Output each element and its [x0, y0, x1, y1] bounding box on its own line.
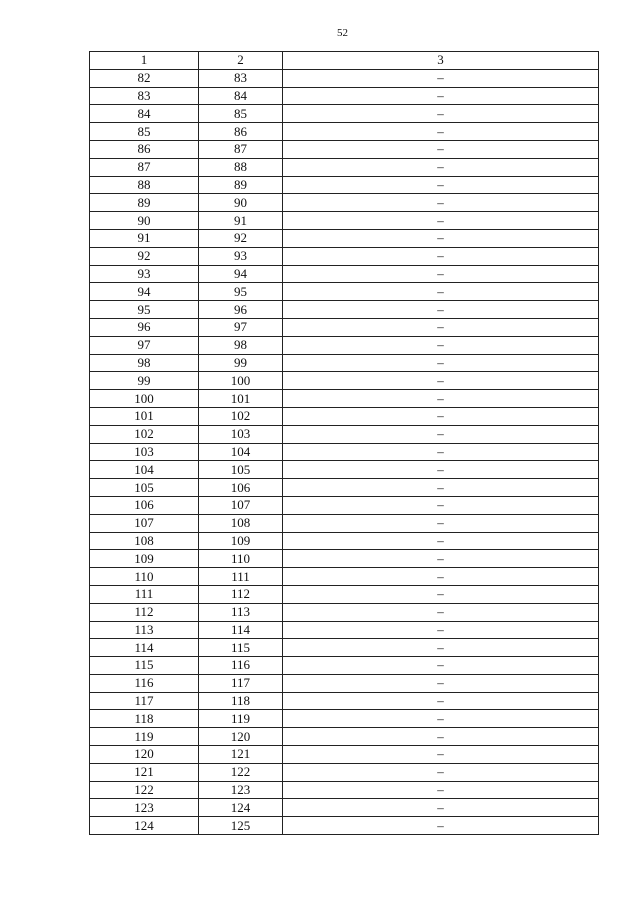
table-cell: – — [283, 639, 599, 657]
table-cell: 88 — [199, 158, 283, 176]
table-cell: 118 — [90, 710, 199, 728]
table-cell: 115 — [199, 639, 283, 657]
table-row — [90, 407, 599, 425]
table-cell: – — [283, 301, 599, 319]
table-cell: 117 — [199, 674, 283, 692]
table-cell: 106 — [90, 496, 199, 514]
table-cell: – — [283, 318, 599, 336]
table-cell: – — [283, 265, 599, 283]
table-cell: 121 — [90, 763, 199, 781]
table-cell: 96 — [199, 301, 283, 319]
table-row — [90, 763, 599, 781]
table-row — [90, 568, 599, 586]
table-cell: 85 — [199, 105, 283, 123]
table-cell: 124 — [90, 817, 199, 835]
table-cell: – — [283, 140, 599, 158]
table-cell: 107 — [199, 496, 283, 514]
table-cell: 92 — [90, 247, 199, 265]
table-cell: 90 — [90, 212, 199, 230]
table-cell: – — [283, 123, 599, 141]
table-cell: – — [283, 781, 599, 799]
table-cell: 97 — [199, 318, 283, 336]
table-row — [90, 621, 599, 639]
table-cell: 86 — [90, 140, 199, 158]
table-row — [90, 372, 599, 390]
column-header: 3 — [283, 52, 599, 70]
table-cell: – — [283, 728, 599, 746]
table-cell: – — [283, 158, 599, 176]
table-row — [90, 817, 599, 835]
table-cell: – — [283, 407, 599, 425]
table-cell: 123 — [199, 781, 283, 799]
table-cell: 108 — [90, 532, 199, 550]
table-cell: 100 — [199, 372, 283, 390]
table-row — [90, 140, 599, 158]
column-header: 1 — [90, 52, 199, 70]
table-cell: 113 — [90, 621, 199, 639]
table-cell: 98 — [199, 336, 283, 354]
table-row — [90, 87, 599, 105]
table-cell: 95 — [199, 283, 283, 301]
table-cell: – — [283, 550, 599, 568]
table-cell: – — [283, 336, 599, 354]
table-cell: 97 — [90, 336, 199, 354]
table-cell: 107 — [90, 514, 199, 532]
table-cell: 99 — [90, 372, 199, 390]
table-cell: 104 — [199, 443, 283, 461]
table-cell: 102 — [199, 407, 283, 425]
table-cell: 101 — [199, 390, 283, 408]
table-cell: 103 — [199, 425, 283, 443]
table-cell: – — [283, 69, 599, 87]
table-row — [90, 781, 599, 799]
table-cell: 82 — [90, 69, 199, 87]
table-cell: 122 — [90, 781, 199, 799]
table-cell: – — [283, 568, 599, 586]
table-cell: 116 — [199, 657, 283, 675]
table-cell: 118 — [199, 692, 283, 710]
table-cell: 84 — [199, 87, 283, 105]
table-cell: 111 — [90, 585, 199, 603]
table-cell: – — [283, 692, 599, 710]
table-cell: 125 — [199, 817, 283, 835]
table-cell: – — [283, 657, 599, 675]
table-cell: – — [283, 194, 599, 212]
page-number: 52 — [337, 27, 348, 39]
table-cell: 87 — [199, 140, 283, 158]
table-row — [90, 265, 599, 283]
table-cell: – — [283, 603, 599, 621]
table-cell: 96 — [90, 318, 199, 336]
table-row — [90, 425, 599, 443]
table-cell: – — [283, 283, 599, 301]
table-cell: 120 — [199, 728, 283, 746]
table-cell: – — [283, 496, 599, 514]
table-cell: – — [283, 532, 599, 550]
table-cell: 86 — [199, 123, 283, 141]
table-cell: 109 — [90, 550, 199, 568]
table-cell: – — [283, 585, 599, 603]
table-row — [90, 585, 599, 603]
table-cell: 102 — [90, 425, 199, 443]
table-cell: – — [283, 443, 599, 461]
table-cell: – — [283, 674, 599, 692]
table-cell: 93 — [90, 265, 199, 283]
table-row — [90, 212, 599, 230]
table-row — [90, 194, 599, 212]
table-row — [90, 283, 599, 301]
table-body — [90, 69, 599, 834]
table-cell: 83 — [90, 87, 199, 105]
table-cell: 105 — [90, 479, 199, 497]
table-cell: 119 — [199, 710, 283, 728]
table-cell: – — [283, 354, 599, 372]
table-cell: 113 — [199, 603, 283, 621]
table-cell: 93 — [199, 247, 283, 265]
table-cell: – — [283, 176, 599, 194]
table-cell: – — [283, 390, 599, 408]
table-row — [90, 69, 599, 87]
table-cell: 120 — [90, 746, 199, 764]
table-row — [90, 532, 599, 550]
table-cell: 116 — [90, 674, 199, 692]
table-cell: – — [283, 514, 599, 532]
table-row — [90, 123, 599, 141]
table-cell: 123 — [90, 799, 199, 817]
table-cell: 100 — [90, 390, 199, 408]
table-cell: – — [283, 372, 599, 390]
table-cell: 94 — [199, 265, 283, 283]
table-cell: – — [283, 621, 599, 639]
table-cell: 114 — [199, 621, 283, 639]
table-cell: – — [283, 105, 599, 123]
table-row — [90, 176, 599, 194]
table-row — [90, 301, 599, 319]
table-cell: 90 — [199, 194, 283, 212]
table-cell: 103 — [90, 443, 199, 461]
table-cell: – — [283, 710, 599, 728]
table-cell: 87 — [90, 158, 199, 176]
table-row — [90, 390, 599, 408]
table-row — [90, 461, 599, 479]
table-cell: 109 — [199, 532, 283, 550]
table-cell: 83 — [199, 69, 283, 87]
table-cell: – — [283, 763, 599, 781]
table-cell: 104 — [90, 461, 199, 479]
table-row — [90, 603, 599, 621]
table-cell: 99 — [199, 354, 283, 372]
table-row — [90, 443, 599, 461]
table-cell: 115 — [90, 657, 199, 675]
table-row — [90, 514, 599, 532]
table-cell: – — [283, 425, 599, 443]
table-cell: 122 — [199, 763, 283, 781]
table-cell: 108 — [199, 514, 283, 532]
table-cell: 88 — [90, 176, 199, 194]
table-cell: 111 — [199, 568, 283, 586]
table-row — [90, 657, 599, 675]
table-cell: 110 — [199, 550, 283, 568]
table-cell: 92 — [199, 229, 283, 247]
table-cell: – — [283, 799, 599, 817]
table-cell: 114 — [90, 639, 199, 657]
table-cell: 98 — [90, 354, 199, 372]
table-row — [90, 354, 599, 372]
table-row — [90, 496, 599, 514]
table-cell: – — [283, 817, 599, 835]
table-row — [90, 229, 599, 247]
table-cell: 106 — [199, 479, 283, 497]
table-row — [90, 746, 599, 764]
table-cell: 84 — [90, 105, 199, 123]
table-cell: – — [283, 746, 599, 764]
table-cell: – — [283, 229, 599, 247]
table-row — [90, 158, 599, 176]
table-row — [90, 728, 599, 746]
table-cell: – — [283, 87, 599, 105]
table-row — [90, 799, 599, 817]
table-cell: 91 — [90, 229, 199, 247]
table-cell: 94 — [90, 283, 199, 301]
table-row — [90, 336, 599, 354]
table-cell: – — [283, 461, 599, 479]
table-cell: 105 — [199, 461, 283, 479]
table-cell: 119 — [90, 728, 199, 746]
table-row — [90, 479, 599, 497]
table-cell: 112 — [199, 585, 283, 603]
table-cell: – — [283, 247, 599, 265]
table-cell: 110 — [90, 568, 199, 586]
table-cell: 85 — [90, 123, 199, 141]
table-cell: 121 — [199, 746, 283, 764]
table-cell: 89 — [199, 176, 283, 194]
table-cell: 112 — [90, 603, 199, 621]
table-cell: 117 — [90, 692, 199, 710]
table-row — [90, 318, 599, 336]
table-row — [90, 692, 599, 710]
table-row — [90, 105, 599, 123]
table-cell: – — [283, 212, 599, 230]
table-cell: 124 — [199, 799, 283, 817]
table-row — [90, 710, 599, 728]
table-cell: – — [283, 479, 599, 497]
header-row — [90, 52, 599, 70]
table-cell: 101 — [90, 407, 199, 425]
table-cell: 89 — [90, 194, 199, 212]
table-row — [90, 550, 599, 568]
table-row — [90, 247, 599, 265]
table-cell: 95 — [90, 301, 199, 319]
table-row — [90, 674, 599, 692]
table-cell: 91 — [199, 212, 283, 230]
table-row — [90, 639, 599, 657]
data-table — [89, 51, 599, 835]
column-header: 2 — [199, 52, 283, 70]
